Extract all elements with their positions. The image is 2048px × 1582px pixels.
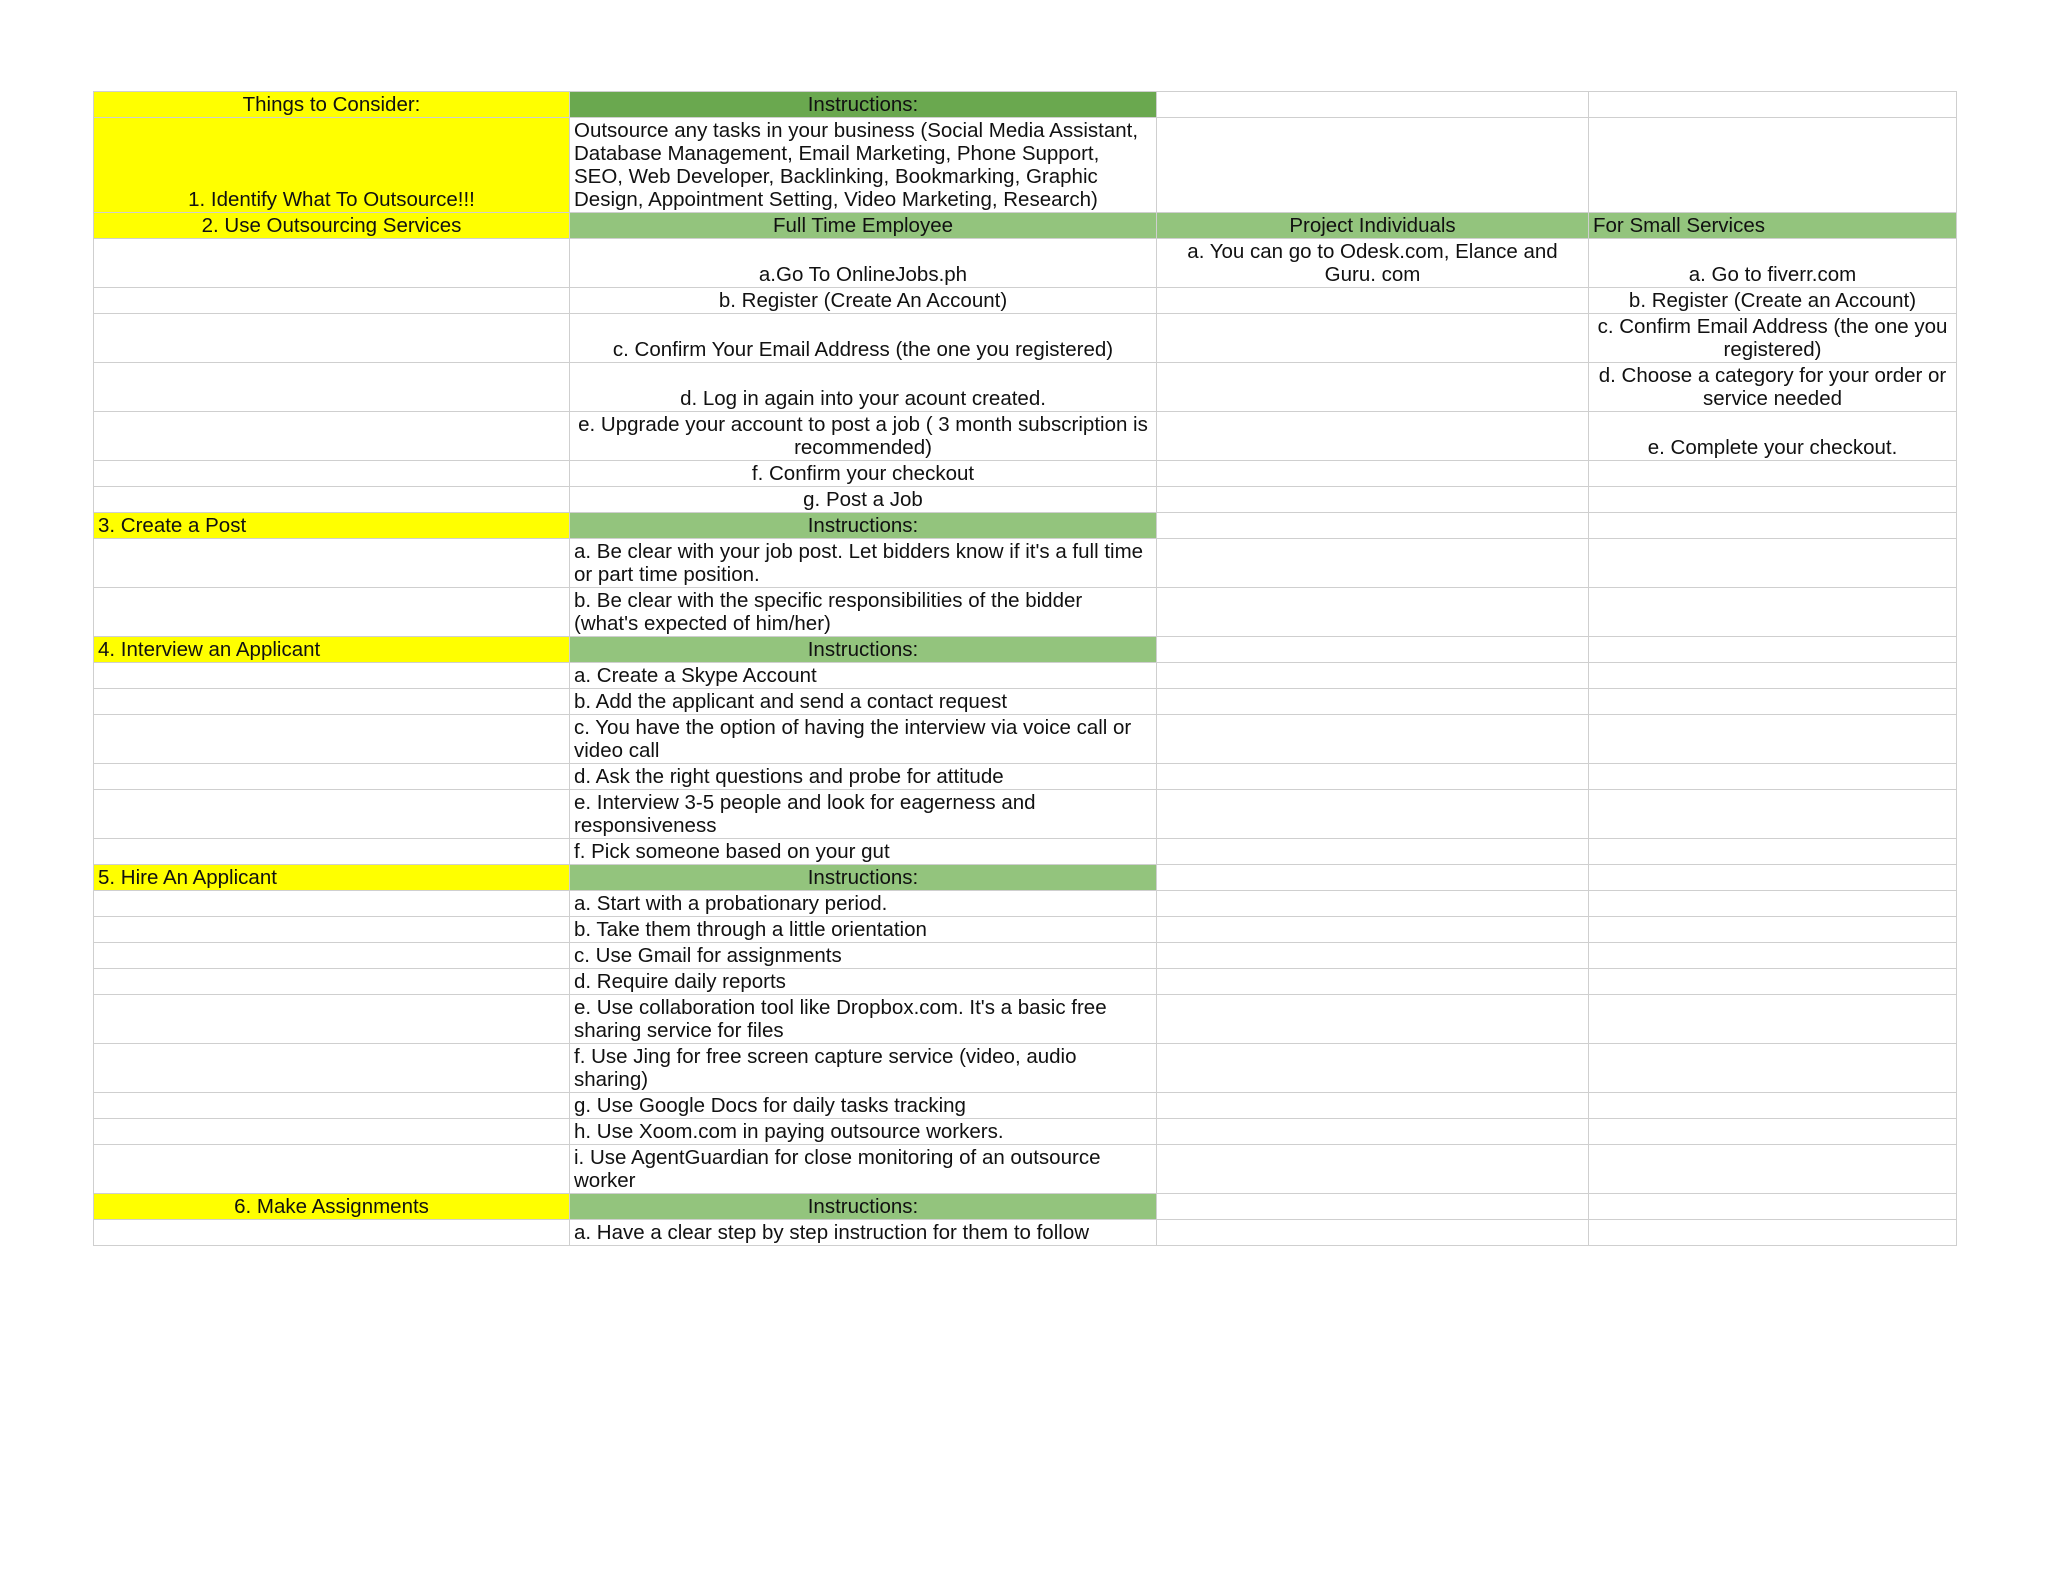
sheet-cell-col-4[interactable] bbox=[1589, 663, 1957, 689]
sheet-cell-col-2[interactable]: a. Be clear with your job post. Let bidders know if it's a full time or part time position. bbox=[570, 539, 1157, 588]
sheet-cell-col-1[interactable] bbox=[94, 363, 570, 412]
sheet-cell-col-1[interactable] bbox=[94, 943, 570, 969]
sheet-cell-col-3[interactable] bbox=[1157, 1194, 1589, 1220]
sheet-row bbox=[94, 715, 1957, 764]
sheet-cell-col-2[interactable]: c. Confirm Your Email Address (the one you registered) bbox=[570, 314, 1157, 363]
sheet-cell-col-4[interactable] bbox=[1589, 1044, 1957, 1093]
sheet-row bbox=[94, 363, 1957, 412]
sheet-cell-col-2[interactable]: a. Have a clear step by step instruction for them to follow bbox=[570, 1220, 1157, 1246]
sheet-cell-col-2[interactable]: g. Use Google Docs for daily tasks tracking bbox=[570, 1093, 1157, 1119]
sheet-cell-col-4[interactable] bbox=[1589, 461, 1957, 487]
sheet-row bbox=[94, 118, 1957, 213]
sheet-cell-col-3[interactable] bbox=[1157, 539, 1589, 588]
sheet-cell-col-3[interactable] bbox=[1157, 513, 1589, 539]
sheet-cell-col-1[interactable] bbox=[94, 487, 570, 513]
sheet-row bbox=[94, 917, 1957, 943]
sheet-cell-col-3[interactable] bbox=[1157, 764, 1589, 790]
sheet-cell-col-1[interactable] bbox=[94, 314, 570, 363]
sheet-cell-col-3[interactable] bbox=[1157, 917, 1589, 943]
sheet-cell-col-4[interactable]: e. Complete your checkout. bbox=[1589, 412, 1957, 461]
sheet-cell-col-3[interactable] bbox=[1157, 588, 1589, 637]
sheet-row bbox=[94, 995, 1957, 1044]
sheet-cell-col-4[interactable]: d. Choose a category for your order or service needed bbox=[1589, 363, 1957, 412]
sheet-cell-col-4[interactable]: c. Confirm Email Address (the one you registered) bbox=[1589, 314, 1957, 363]
sheet-cell-col-2[interactable]: b. Take them through a little orientation bbox=[570, 917, 1157, 943]
sheet-cell-col-1[interactable] bbox=[94, 790, 570, 839]
sheet-cell-col-3[interactable] bbox=[1157, 969, 1589, 995]
sheet-cell-col-2[interactable]: h. Use Xoom.com in paying outsource workers. bbox=[570, 1119, 1157, 1145]
sheet-cell-col-2[interactable]: e. Upgrade your account to post a job ( 3 month subscription is recommended) bbox=[570, 412, 1157, 461]
sheet-row bbox=[94, 663, 1957, 689]
sheet-cell-col-1[interactable] bbox=[94, 1145, 570, 1194]
sheet-cell-col-1[interactable]: 3. Create a Post bbox=[94, 513, 570, 539]
sheet-row bbox=[94, 487, 1957, 513]
sheet-cell-col-2[interactable]: d. Log in again into your acount created. bbox=[570, 363, 1157, 412]
sheet-row bbox=[94, 213, 1957, 239]
sheet-cell-col-2[interactable]: e. Interview 3-5 people and look for eagerness and responsiveness bbox=[570, 790, 1157, 839]
sheet-cell-col-1[interactable] bbox=[94, 715, 570, 764]
sheet-row bbox=[94, 412, 1957, 461]
sheet-cell-col-3[interactable] bbox=[1157, 891, 1589, 917]
sheet-cell-col-2[interactable]: g. Post a Job bbox=[570, 487, 1157, 513]
sheet-cell-col-3[interactable] bbox=[1157, 1220, 1589, 1246]
sheet-row bbox=[94, 92, 1957, 118]
sheet-cell-col-2[interactable]: c. Use Gmail for assignments bbox=[570, 943, 1157, 969]
sheet-cell-col-4[interactable] bbox=[1589, 1220, 1957, 1246]
sheet-cell-col-2[interactable]: d. Ask the right questions and probe for attitude bbox=[570, 764, 1157, 790]
sheet-cell-col-4[interactable] bbox=[1589, 588, 1957, 637]
sheet-cell-col-3[interactable] bbox=[1157, 1145, 1589, 1194]
sheet-cell-col-1[interactable] bbox=[94, 1093, 570, 1119]
sheet-row bbox=[94, 1145, 1957, 1194]
sheet-cell-col-3[interactable] bbox=[1157, 487, 1589, 513]
sheet-cell-col-4[interactable] bbox=[1589, 1119, 1957, 1145]
sheet-cell-col-4[interactable] bbox=[1589, 715, 1957, 764]
sheet-cell-col-4[interactable] bbox=[1589, 891, 1957, 917]
sheet-cell-col-4[interactable]: b. Register (Create an Account) bbox=[1589, 288, 1957, 314]
sheet-cell-col-2[interactable]: e. Use collaboration tool like Dropbox.com. It's a basic free sharing service for files bbox=[570, 995, 1157, 1044]
sheet-cell-col-1[interactable] bbox=[94, 663, 570, 689]
sheet-cell-col-3[interactable] bbox=[1157, 461, 1589, 487]
sheet-cell-col-3[interactable] bbox=[1157, 790, 1589, 839]
sheet-cell-col-3[interactable] bbox=[1157, 118, 1589, 213]
sheet-cell-col-2[interactable]: b. Be clear with the specific responsibilities of the bidder (what's expected of him/her) bbox=[570, 588, 1157, 637]
sheet-cell-col-1[interactable] bbox=[94, 1044, 570, 1093]
sheet-row bbox=[94, 1220, 1957, 1246]
sheet-cell-col-3[interactable] bbox=[1157, 288, 1589, 314]
sheet-row bbox=[94, 689, 1957, 715]
sheet-cell-col-1[interactable] bbox=[94, 1119, 570, 1145]
sheet-row bbox=[94, 839, 1957, 865]
sheet-cell-col-3[interactable] bbox=[1157, 689, 1589, 715]
sheet-cell-col-2[interactable]: b. Register (Create An Account) bbox=[570, 288, 1157, 314]
sheet-cell-col-3[interactable] bbox=[1157, 1044, 1589, 1093]
sheet-row bbox=[94, 865, 1957, 891]
sheet-row bbox=[94, 790, 1957, 839]
sheet-cell-col-1[interactable] bbox=[94, 588, 570, 637]
sheet-cell-col-4[interactable] bbox=[1589, 92, 1957, 118]
sheet-cell-col-3[interactable] bbox=[1157, 92, 1589, 118]
sheet-cell-col-3[interactable] bbox=[1157, 314, 1589, 363]
sheet-cell-col-1[interactable] bbox=[94, 764, 570, 790]
sheet-body bbox=[94, 92, 1957, 1246]
sheet-row bbox=[94, 513, 1957, 539]
sheet-cell-col-1[interactable]: 2. Use Outsourcing Services bbox=[94, 213, 570, 239]
sheet-cell-col-1[interactable]: 1. Identify What To Outsource!!! bbox=[94, 118, 570, 213]
sheet-cell-col-1[interactable] bbox=[94, 288, 570, 314]
sheet-cell-col-1[interactable]: 5. Hire An Applicant bbox=[94, 865, 570, 891]
sheet-cell-col-2[interactable]: i. Use AgentGuardian for close monitoring of an outsource worker bbox=[570, 1145, 1157, 1194]
sheet-cell-col-3[interactable] bbox=[1157, 663, 1589, 689]
sheet-cell-col-2[interactable]: Instructions: bbox=[570, 92, 1157, 118]
sheet-cell-col-4[interactable] bbox=[1589, 995, 1957, 1044]
sheet-row bbox=[94, 891, 1957, 917]
sheet-cell-col-2[interactable]: c. You have the option of having the interview via voice call or video call bbox=[570, 715, 1157, 764]
outsourcing-guide-sheet bbox=[93, 91, 1957, 1246]
sheet-cell-col-4[interactable] bbox=[1589, 790, 1957, 839]
sheet-row bbox=[94, 1194, 1957, 1220]
sheet-cell-col-3[interactable] bbox=[1157, 1093, 1589, 1119]
sheet-cell-col-1[interactable] bbox=[94, 239, 570, 288]
sheet-cell-col-3[interactable] bbox=[1157, 839, 1589, 865]
sheet-cell-col-4[interactable] bbox=[1589, 1145, 1957, 1194]
sheet-cell-col-2[interactable]: Instructions: bbox=[570, 637, 1157, 663]
sheet-cell-col-3[interactable] bbox=[1157, 995, 1589, 1044]
sheet-cell-col-4[interactable] bbox=[1589, 969, 1957, 995]
sheet-cell-col-2[interactable]: a. Start with a probationary period. bbox=[570, 891, 1157, 917]
sheet-cell-col-4[interactable] bbox=[1589, 1194, 1957, 1220]
sheet-cell-col-4[interactable] bbox=[1589, 943, 1957, 969]
sheet-cell-col-2[interactable]: Instructions: bbox=[570, 1194, 1157, 1220]
sheet-row bbox=[94, 637, 1957, 663]
sheet-cell-col-3[interactable] bbox=[1157, 637, 1589, 663]
sheet-cell-col-2[interactable]: d. Require daily reports bbox=[570, 969, 1157, 995]
sheet-row bbox=[94, 314, 1957, 363]
sheet-row bbox=[94, 943, 1957, 969]
sheet-cell-col-2[interactable]: f. Confirm your checkout bbox=[570, 461, 1157, 487]
sheet-row bbox=[94, 539, 1957, 588]
sheet-cell-col-2[interactable]: Outsource any tasks in your business (Social Media Assistant, Database Management, Email Marketing, Phone Support, SEO, Web Developer, Backlinking, Bookmarking, Graphic Design, Appointment Setting, Video Marketing, Research) bbox=[570, 118, 1157, 213]
sheet-row bbox=[94, 1044, 1957, 1093]
sheet-cell-col-1[interactable] bbox=[94, 689, 570, 715]
sheet-row bbox=[94, 969, 1957, 995]
sheet-cell-col-1[interactable] bbox=[94, 539, 570, 588]
sheet-row bbox=[94, 1119, 1957, 1145]
sheet-cell-col-4[interactable] bbox=[1589, 917, 1957, 943]
sheet-cell-col-2[interactable]: Full Time Employee bbox=[570, 213, 1157, 239]
sheet-cell-col-4[interactable] bbox=[1589, 118, 1957, 213]
sheet-cell-col-4[interactable] bbox=[1589, 513, 1957, 539]
sheet-cell-col-3[interactable] bbox=[1157, 943, 1589, 969]
sheet-cell-col-4[interactable] bbox=[1589, 839, 1957, 865]
sheet-cell-col-4[interactable]: a. Go to fiverr.com bbox=[1589, 239, 1957, 288]
sheet-cell-col-4[interactable] bbox=[1589, 865, 1957, 891]
sheet-cell-col-3[interactable] bbox=[1157, 715, 1589, 764]
sheet-cell-col-2[interactable]: f. Use Jing for free screen capture service (video, audio sharing) bbox=[570, 1044, 1157, 1093]
sheet-cell-col-4[interactable]: For Small Services bbox=[1589, 213, 1957, 239]
sheet-cell-col-3[interactable] bbox=[1157, 1119, 1589, 1145]
sheet-cell-col-2[interactable]: Instructions: bbox=[570, 513, 1157, 539]
sheet-cell-col-1[interactable] bbox=[94, 412, 570, 461]
sheet-cell-col-1[interactable] bbox=[94, 969, 570, 995]
sheet-cell-col-4[interactable] bbox=[1589, 539, 1957, 588]
sheet-cell-col-1[interactable] bbox=[94, 891, 570, 917]
sheet-cell-col-1[interactable]: 6. Make Assignments bbox=[94, 1194, 570, 1220]
sheet-cell-col-2[interactable]: b. Add the applicant and send a contact request bbox=[570, 689, 1157, 715]
sheet-row bbox=[94, 764, 1957, 790]
sheet-cell-col-1[interactable] bbox=[94, 917, 570, 943]
sheet-row bbox=[94, 461, 1957, 487]
sheet-cell-col-3[interactable] bbox=[1157, 865, 1589, 891]
sheet-cell-col-3[interactable]: Project Individuals bbox=[1157, 213, 1589, 239]
sheet-cell-col-1[interactable] bbox=[94, 1220, 570, 1246]
sheet-row bbox=[94, 588, 1957, 637]
sheet-cell-col-3[interactable] bbox=[1157, 363, 1589, 412]
sheet-cell-col-4[interactable] bbox=[1589, 689, 1957, 715]
sheet-row bbox=[94, 239, 1957, 288]
sheet-cell-col-1[interactable] bbox=[94, 461, 570, 487]
sheet-cell-col-4[interactable] bbox=[1589, 487, 1957, 513]
sheet-row bbox=[94, 288, 1957, 314]
sheet-cell-col-4[interactable] bbox=[1589, 764, 1957, 790]
sheet-cell-col-3[interactable] bbox=[1157, 412, 1589, 461]
sheet-cell-col-2[interactable]: a.Go To OnlineJobs.ph bbox=[570, 239, 1157, 288]
sheet-cell-col-3[interactable]: a. You can go to Odesk.com, Elance and Guru. com bbox=[1157, 239, 1589, 288]
sheet-cell-col-1[interactable]: Things to Consider: bbox=[94, 92, 570, 118]
sheet-cell-col-4[interactable] bbox=[1589, 637, 1957, 663]
sheet-cell-col-1[interactable]: 4. Interview an Applicant bbox=[94, 637, 570, 663]
sheet-cell-col-2[interactable]: a. Create a Skype Account bbox=[570, 663, 1157, 689]
sheet-cell-col-1[interactable] bbox=[94, 839, 570, 865]
sheet-cell-col-2[interactable]: f. Pick someone based on your gut bbox=[570, 839, 1157, 865]
sheet-cell-col-2[interactable]: Instructions: bbox=[570, 865, 1157, 891]
sheet-cell-col-1[interactable] bbox=[94, 995, 570, 1044]
sheet-cell-col-4[interactable] bbox=[1589, 1093, 1957, 1119]
sheet-row bbox=[94, 1093, 1957, 1119]
